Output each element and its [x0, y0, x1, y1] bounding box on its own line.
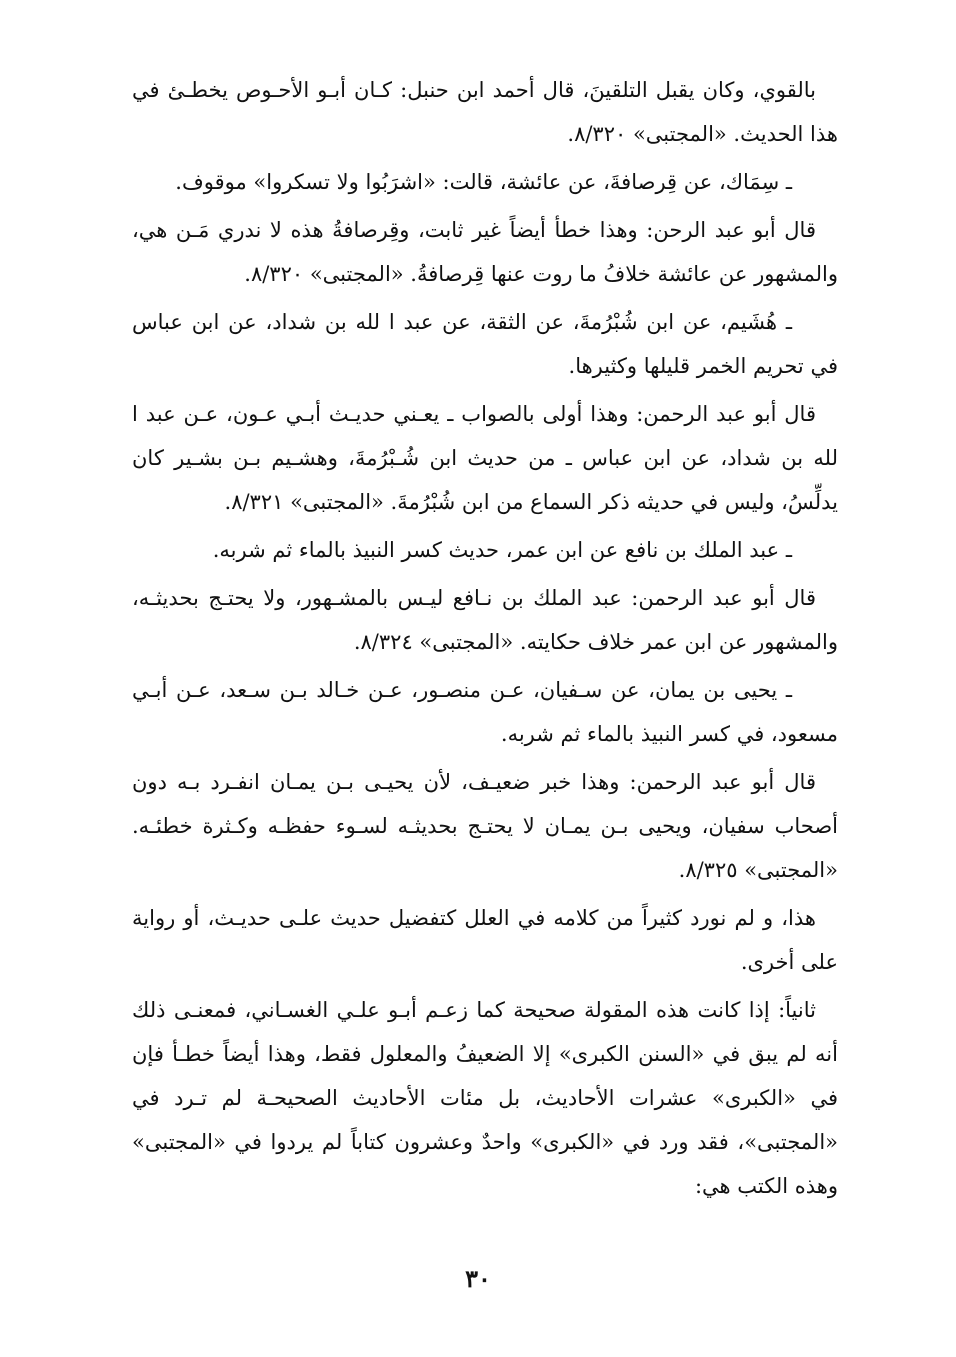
paragraph-continuation: بالقوي، وكان يقبل التلقينَ، قال أحمد ابن حنبل: كـان أبـو الأحـوص يخطـئ في هذا الحديث. «المجتبى» ٨/٣٢٠. [132, 78, 838, 146]
paragraph-commentary-3: قال أبو عبد الرحمن: عبد الملك بن نـافع ليـس بالمشـهور، ولا يحتـج بحديثـه، والمشهور عن ابن عمر خلاف حكايته. «المجتبى» ٨/٣٢٤. [132, 586, 838, 654]
paragraph-narration-simak: ـ سِمَاك، عن قِرصافةَ، عن عائشة، قالت: «اشرَبُوا ولا تسكروا» موقوف. [175, 170, 792, 194]
paragraph-commentary-1: قال أبو عبد الرحن: وهذا خطأ أيضاً غير ثابت، وقِرصافةُ هذه لا ندري مَـن هي، والمشهور عن عائشة خلافُ ما روت عنها قِرصافةُ. «المجتبى» ٨/٣٢٠. [132, 218, 838, 286]
paragraph-narration-hushaym: ـ هُشَيم، عن ابن شُبْرُمةَ، عن الثقة، عن عبد ا لله بن شداد، عن ابن عباس في تحريم الخمر قليلها وكثيرها. [132, 310, 838, 378]
paragraph-commentary-2: قال أبو عبد الرحمن: وهذا أولى بالصواب ـ يعـني حديـث أبـي عـون، عـن عبد ا لله بن شداد، عن ابن عباس ـ من حديث ابن شُـبْرُمةَ، وهشـيم بـن بشـير كان يدلِّسُ، وليس في حديثه ذكر السماع من ابن شُبْرُمةَ. «المجتبى» ٨/٣٢١. [132, 402, 838, 514]
paragraph-summary: هذا، و لم نورد كثيراً من كلامه في العلل كتفضيل حديث علـى حديـث، أو رواية على أخرى. [132, 906, 838, 974]
paragraph-narration-abdulmalik: ـ عبد الملك بن نافع عن ابن عمر، حديث كسر النبيذ بالماء ثم شربه. [212, 538, 792, 562]
paragraph-second-point: ثانياً: إذا كانت هذه المقولة صحيحة كما زعـم أبـو علـي الغسـاني، فمعنـى ذلك أنه لم يبق في «السنن الكبرى» إلا الضعيفُ والمعلول فقط، وهذا أيضاً خطـأ فإن في «الكبرى» عشرات الأحاديث، بل مئات الأحاديث الصحيحـة لم تـرد في «المجتبى»، فقد ورد في «الكبرى» واحدٌ وعشرون كتاباً لم يردوا في «المجتبى» وهذه الكتب هي: [132, 998, 838, 1198]
paragraph-commentary-4: قال أبو عبد الرحمن: وهذا خبر ضعيـف، لأن يحيـى بـن يمـان انفـرد بـه دون أصحاب سفيان، ويحيى بـن يمـان لا يحتـج بحديثـه لسـوء حفظـه وكـثرة خطئـه. «المجتبى» ٨/٣٢٥. [132, 770, 838, 882]
page-number: ٣٠ [465, 1264, 491, 1293]
paragraph-narration-yahya: ـ يحيى بن يمان، عن سـفيان، عـن منصـور، عـن خـالد بـن سـعد، عـن أبـي مسعود، في كسر النبيذ بالماء ثم شربه. [132, 678, 838, 746]
body-text [132, 68, 838, 1212]
